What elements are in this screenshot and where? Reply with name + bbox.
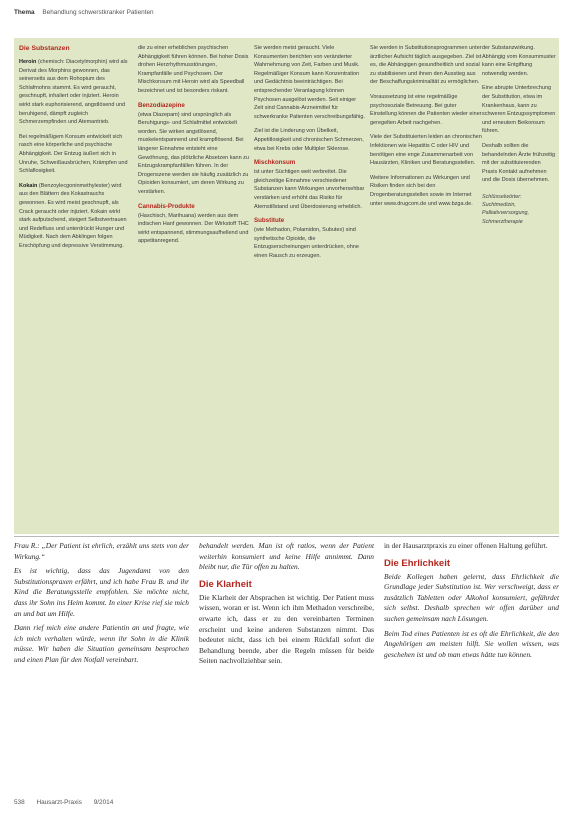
info-paragraph: Sie werden in Substitutionsprogrammen unter ärztlicher Aufsicht täglich ausgegeben. Ziel ist es, die Abhängigen gesundheitlich und sozial zu stabilisieren und ihnen den Ausstieg aus der Beschaffungskriminalität zu ermöglichen. <box>370 45 482 86</box>
info-paragraph: die zu einer erheblichen psychischen Abhängigkeit führen können. Bei hoher Dosis drohen Herzrhythmusstörungen, Krampfanfälle und Psychosen. Der Mischkonsum mit Heroin wird als Speedball bezeichnet und ist besonders riskant. <box>138 45 249 94</box>
body-paragraph: Dann rief mich eine andere Patientin an und fragte, wie ich mich verhalten würde, wenn ihr Sohn in die Klinik müsse. Wir haben die Situation gemeinsam besprochen und einen Plan für den Notfall vereinbart. <box>14 623 189 664</box>
page-number: 538 <box>14 799 25 806</box>
info-paragraph: Weitere Informationen zu Wirkungen und Risiken finden sich bei den Drogenberatungsstellen sowie im Internet unter www.drugcom.de und www.bzga.de. <box>370 174 473 207</box>
page-header <box>14 6 559 19</box>
box-divider <box>14 536 559 537</box>
info-column-4 <box>370 44 482 530</box>
body-paragraph: Beim Tod eines Patienten ist es oft die Ehrlichkeit, die den Angehörigen am meisten hilft. Sie wollen wissen, was geschehen ist und ob man etwas hätte tun können. <box>384 628 559 659</box>
magazine-name: Hausarzt-Praxis <box>36 799 82 806</box>
body-paragraph: behandelt werden. Man ist oft ratlos, wenn der Patient weiterhin konsumiert und keine Hilfe annimmt. Dann bleibt nur, die Tür offen zu halten. <box>199 541 374 572</box>
body-column-2 <box>199 541 374 793</box>
info-footnote: Schlüsselwörter: Suchtmedizin, Palliativversorgung, Schmerztherapie <box>482 193 530 225</box>
info-paragraph: Voraussetzung ist eine regelmäßige psychosoziale Betreuung. Bei guter Einstellung können die Patienten wieder einer geregelten Arbeit nachgehen. <box>370 93 482 126</box>
section-keyword: Thema <box>14 9 35 16</box>
body-subheading: Die Ehrlichkeit <box>384 557 450 569</box>
body-paragraph: Es ist wichtig, dass das Jugendamt von den Substitutionspraxen erfährt, und ich habe Frau B. und ihr Kind die Beratungsstelle empfohlen. Sie möchte nicht, dass ihr Sohn ins Heim kommt. In einer Krise rief sie mich an und bat um Hilfe. <box>14 566 189 618</box>
info-paragraph: ist unter Süchtigen weit verbreitet. Die gleichzeitige Einnahme verschiedener Substanzen kann Wirkungen unvorhersehbar verstärken und erhöht das Risiko für Atemstillstand und Überdosierung erheblich. <box>254 169 365 210</box>
info-paragraph: (etwa Diazepam) sind ursprünglich als Beruhigungs- und Schlafmittel entwickelt worden. Sie wirken angstlösend, muskelentspannend und krampflösend. Bei längerer Einnahme entsteht eine Gewöhnung, das plötzliche Absetzen kann zu Entzugskrampfanfällen führen. In der Drogenszene werden sie häufig zusätzlich zu Opioiden konsumiert, um deren Wirkung zu verstärken. <box>138 111 249 195</box>
info-section-title: Cannabis-Produkte <box>138 202 195 210</box>
info-paragraph: (Haschisch, Marihuana) werden aus dem indischen Hanf gewonnen. Der Wirkstoff THC wirkt entspannend, stimmungsaufhellend und appetitanregend. <box>138 212 249 245</box>
info-paragraph: (wie Methadon, Polamidon, Subutex) sind synthetische Opioide, die Entzugserscheinungen unterdrücken, ohne einen Rausch zu erzeugen. <box>254 227 359 259</box>
info-column-1 <box>19 44 131 530</box>
info-paragraph: Viele der Substituierten leiden an chronischen Infektionen wie Hepatitis C oder HIV und benötigen eine enge Zusammenarbeit von Hausärzten, Kliniken und Beratungsstellen. <box>370 134 482 167</box>
info-paragraph <box>19 58 131 127</box>
info-paragraph: Deshalb sollten die behandelnden Ärzte frühzeitig mit der substituierenden Praxis Kontakt aufnehmen und die Dosis übernehmen. <box>482 142 556 184</box>
info-paragraph: Bei regelmäßigem Konsum entwickelt sich rasch eine körperliche und psychische Abhängigkeit. Der Entzug äußert sich in Unruhe, Schweißausbrüchen, Krämpfen und Schlaflosigkeit. <box>19 133 128 175</box>
info-paragraph: Eine abrupte Unterbrechung der Substitution, etwa im Krankenhaus, kann zu schweren Entzugssymptomen und erneutem Beikonsum führen. <box>482 85 556 135</box>
info-lead-term: Heroin <box>19 59 37 65</box>
info-paragraph: Sie werden meist geraucht. Viele Konsumenten berichten von veränderter Wahrnehmung von Zeit, Farben und Musik. Regelmäßiger Konsum kann Konzentration und Gedächtnis beeinträchtigen. Bei entsprechender Veranlagung können Psychosen ausgelöst werden. Seit einiger Zeit sind Cannabis-Arzneimittel für schwerkranke Patienten verschreibungsfähig. <box>254 45 365 120</box>
body-paragraph: Beide Kollegen haben gelernt, dass Ehrlichkeit die Grundlage jeder Substitution ist. Wer verschweigt, dass er zusätzlich Tabletten oder Alkohol konsumiert, gefährdet sich selbst. Deshalb sprechen wir offen darüber und suchen gemeinsam nach Lösungen. <box>384 571 559 623</box>
body-column-1 <box>14 541 189 793</box>
info-text: (Benzoylecgoninmethylester) wird aus den Blättern des Kokastrauchs gewonnen. Es wird meist geschnupft, als Crack geraucht oder injiziert. Kokain wirkt stark aufputschend, steigert Selbstvertrauen und Redefluss und unterdrückt Hunger und Müdigkeit. Nach dem Abklingen folgen Erschöpfung und depressive Verstimmung. <box>19 182 127 249</box>
issue-number: 9/2014 <box>93 799 114 806</box>
page-footer <box>14 797 314 809</box>
info-column-3 <box>254 44 366 530</box>
info-paragraph: der Substanzwirkung. Abhängig vom Konsummuster kann eine Entgiftung notwendig werden. <box>482 45 556 77</box>
info-paragraph: Ziel ist die Linderung von Übelkeit, Appetitlosigkeit und chronischen Schmerzen, etwa bei Krebs oder Multipler Sklerose. <box>254 128 364 152</box>
body-paragraph: Frau R.: „Der Patient ist ehrlich, erzählt uns stets von der Wirkung.“ <box>14 541 189 561</box>
info-section-title: Mischkonsum <box>254 159 296 167</box>
body-paragraph: Die Klarheit der Absprachen ist wichtig. Der Patient muss wissen, woran er ist. Wenn ich ihm Methadon verschreibe, erwarte ich, dass er zu den vereinbarten Terminen erscheint und keine anderen Substanzen nimmt. Das bedeutet nicht, dass ich bei einem Rückfall sofort die Behandlung beende, aber die Regeln müssen für beide Seiten nachvollziehbar sein. <box>199 592 374 666</box>
info-section-title: Substitute <box>254 217 285 225</box>
section-subtitle: Behandlung schwerstkranker Patienten <box>42 9 154 16</box>
info-lead-term: Kokain <box>19 182 38 189</box>
info-column-5 <box>482 44 556 530</box>
body-subheading: Die Klarheit <box>199 578 252 590</box>
info-text: (chemisch: Diacetylmorphin) wird als Derivat des Morphins gewonnen, das seinerseits aus dem Rohopium des Schlafmohns stammt. Es wird geraucht, geschnupft, inhaliert oder injiziert. Heroin wirkt stark euphorisierend, angstlösend und beruhigend, dämpft zugleich Schmerzempfinden und Atemantrieb. <box>19 59 128 126</box>
info-paragraph <box>19 182 131 251</box>
body-column-3 <box>384 541 559 793</box>
info-section-title: Benzodiazepine <box>138 101 185 109</box>
body-paragraph: in der Hausarztpraxis zu einer offenen Haltung geführt. <box>384 541 548 550</box>
info-box-title: Die Substanzen <box>19 45 70 52</box>
info-column-2 <box>138 44 250 530</box>
